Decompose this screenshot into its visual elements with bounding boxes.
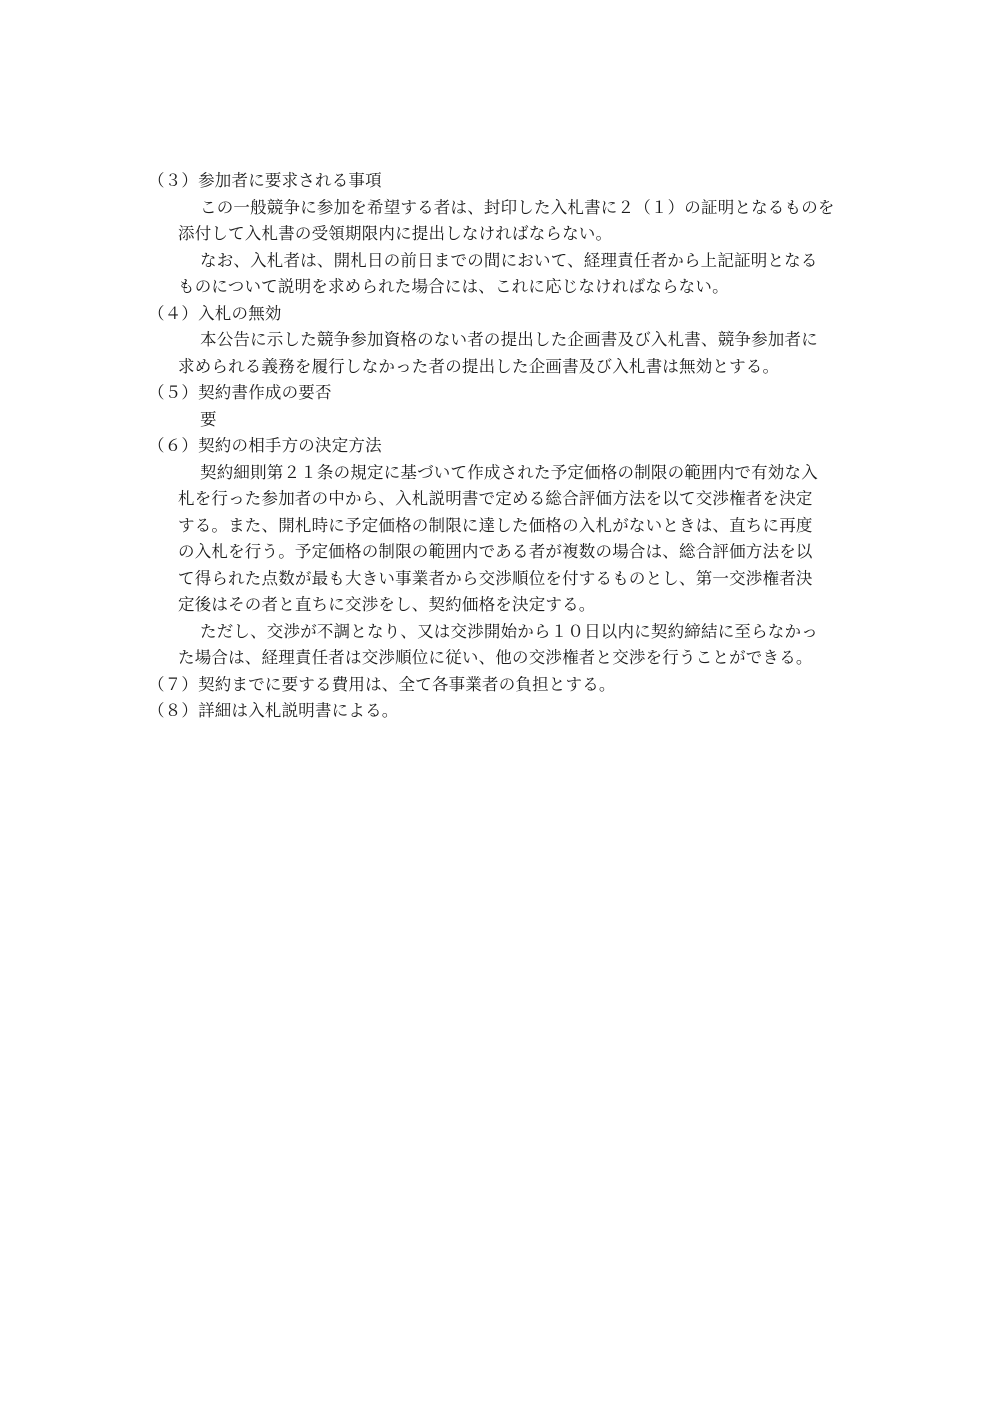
section-6-heading: （６）契約の相手方の決定方法 (148, 436, 382, 455)
paragraph-line: た場合は、経理責任者は交渉順位に従い、他の交渉権者と交渉を行うことができる。 (178, 648, 813, 667)
paragraph-line: て得られた点数が最も大きい事業者から交渉順位を付するものとし、第一交渉権者決 (178, 568, 813, 588)
section-4-heading: （４）入札の無効 (148, 303, 282, 323)
paragraph-line: 本公告に示した競争参加資格のない者の提出した企画書及び入札書、競争参加者に (200, 330, 818, 349)
section-5-heading: （５）契約書作成の要否 (148, 383, 332, 402)
paragraph-line: 定後はその者と直ちに交渉をし、契約価格を決定する。 (178, 595, 596, 614)
paragraph-line: なお、入札者は、開札日の前日までの間において、経理責任者から上記証明となる (200, 250, 818, 270)
paragraph-line: 求められる義務を履行しなかった者の提出した企画書及び入札書は無効とする。 (178, 356, 780, 376)
paragraph-line: する。また、開札時に予定価格の制限に達した価格の入札がないときは、直ちに再度 (178, 515, 813, 535)
paragraph-line: 要 (200, 409, 217, 429)
paragraph-line: ただし、交渉が不調となり、又は交渉開始から１０日以内に契約締結に至らなかっ (200, 621, 818, 641)
section-7-heading: （７）契約までに要する費用は、全て各事業者の負担とする。 (148, 674, 616, 694)
section-8-heading: （８）詳細は入札説明書による。 (148, 701, 399, 720)
paragraph-line: 添付して入札書の受領期限内に提出しなければならない。 (178, 224, 613, 243)
document-body (148, 168, 860, 725)
paragraph-line: の入札を行う。予定価格の制限の範囲内である者が複数の場合は、総合評価方法を以 (178, 542, 813, 561)
paragraph-line: ものについて説明を求められた場合には、これに応じなければならない。 (178, 277, 729, 296)
paragraph-line: この一般競争に参加を希望する者は、封印した入札書に２（１）の証明となるものを (200, 197, 835, 217)
section-3-heading: （３）参加者に要求される事項 (148, 171, 382, 190)
paragraph-line: 契約細則第２１条の規定に基づいて作成された予定価格の制限の範囲内で有効な入 (200, 462, 818, 482)
paragraph-line: 札を行った参加者の中から、入札説明書で定める総合評価方法を以て交渉権者を決定 (178, 489, 813, 508)
